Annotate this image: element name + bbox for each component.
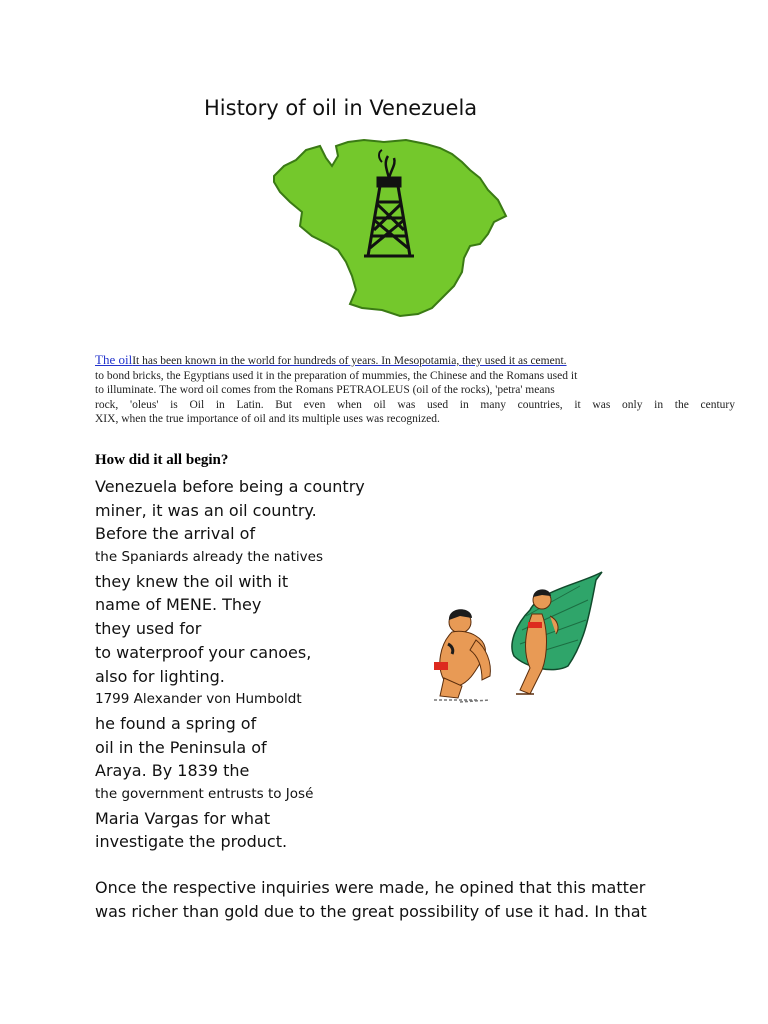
- story-line: 1799 Alexander von Humboldt: [95, 691, 302, 708]
- story-line: they used for: [95, 619, 202, 639]
- story-line: also for lighting.: [95, 666, 225, 686]
- document-title: History of oil in Venezuela: [204, 96, 478, 120]
- story-line: name of MENE. They: [95, 595, 262, 615]
- story-line: he found a spring of: [95, 713, 257, 733]
- intro-line-2: to bond bricks, the Egyptians used it in the preparation of mummies, the Chinese and the Romans used it: [95, 369, 578, 382]
- story-line: Venezuela before being a country: [95, 477, 365, 496]
- story-line: the government entrusts to José: [95, 785, 314, 802]
- crouching-figure: [434, 609, 490, 702]
- intro-line-3: to illuminate. The word oil comes from the Romans PETRAOLEUS (oil of the rocks), 'petra' means: [95, 384, 555, 396]
- story-line: to waterproof your canoes,: [95, 642, 312, 662]
- intro-paragraph: [95, 353, 735, 427]
- closing-line: Once the respective inquiries were made, he opined that this matter: [95, 878, 646, 897]
- story-text-block: [95, 475, 365, 854]
- natives-illustration: [430, 570, 606, 710]
- story-line: Maria Vargas for what: [95, 808, 271, 828]
- venezuela-map-shape: [274, 140, 506, 316]
- venezuela-map-oil-derrick-illustration: [266, 138, 512, 320]
- intro-line-1: It has been known in the world for hundreds of years. In Mesopotamia, they used it as cement.: [132, 355, 567, 367]
- closing-paragraph: [95, 876, 647, 924]
- closing-line: was richer than gold due to the great possibility of use it had. In that: [95, 902, 647, 921]
- story-line: Araya. By 1839 the: [95, 761, 250, 781]
- story-line: miner, it was an oil country.: [95, 500, 317, 520]
- story-line: the Spaniards already the natives: [95, 549, 323, 566]
- intro-line-4: rock, 'oleus' is Oil in Latin. But even when oil was used in many countries, it was only in the century: [95, 398, 735, 411]
- story-line: Before the arrival of: [95, 524, 256, 544]
- section-heading: How did it all begin?: [95, 452, 229, 468]
- oil-link[interactable]: The oil: [95, 352, 133, 367]
- oil-link-underline: [95, 352, 567, 367]
- hammock-figure: [512, 572, 602, 694]
- story-line: they knew the oil with it: [95, 571, 289, 591]
- intro-line-5: XIX, when the true importance of oil and its multiple uses was recognized.: [95, 413, 440, 425]
- story-line: oil in the Peninsula of: [95, 737, 267, 757]
- story-line: investigate the product.: [95, 832, 288, 852]
